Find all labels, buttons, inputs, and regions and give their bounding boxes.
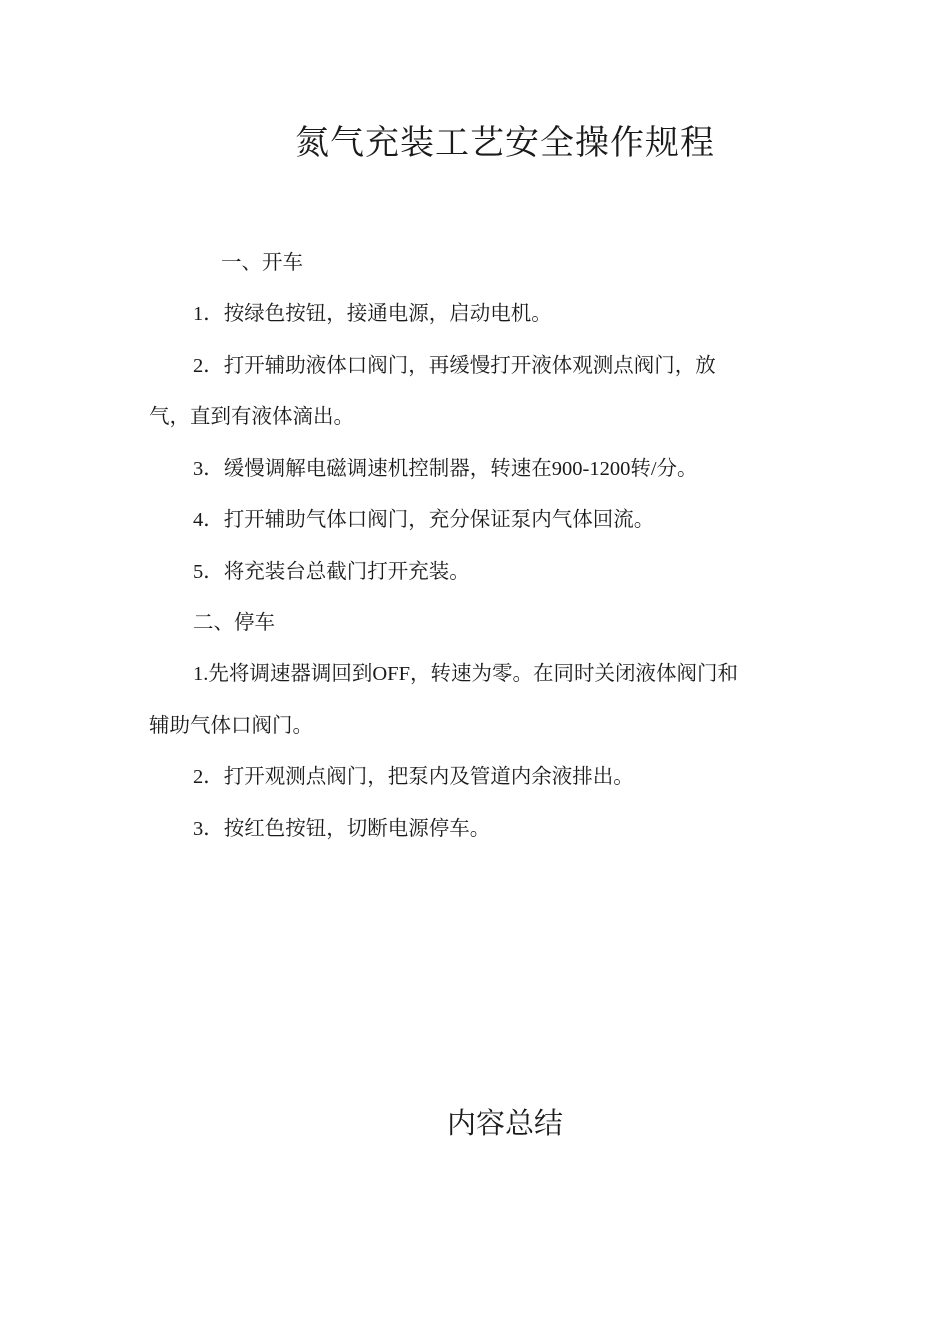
content-summary-heading: 内容总结 [446,1108,563,1140]
start-step-3: 3．缓慢调解电磁调速机控制器，转速在900-1200转/分。 [193,458,698,480]
start-step-5: 5．将充装台总截门打开充装。 [193,561,470,583]
section-heading-stop: 二、停车 [193,612,275,634]
stop-step-2: 2．打开观测点阀门，把泵内及管道内余液排出。 [193,766,634,788]
document-title: 氮气充装工艺安全操作规程 [295,125,715,162]
stop-step-3: 3．按红色按钮，切断电源停车。 [193,818,491,840]
stop-step-1-continued: 辅助气体口阀门。 [149,715,313,737]
start-step-2-continued: 气，直到有液体滴出。 [149,406,354,428]
start-step-2: 2．打开辅助液体口阀门，再缓慢打开液体观测点阀门，放 [193,355,716,377]
section-heading-start: 一、开车 [221,252,303,274]
stop-step-1: 1.先将调速器调回到OFF，转速为零。在同时关闭液体阀门和 [193,663,738,685]
start-step-4: 4．打开辅助气体口阀门，充分保证泵内气体回流。 [193,509,655,531]
start-step-1: 1．按绿色按钮，接通电源，启动电机。 [193,303,552,325]
